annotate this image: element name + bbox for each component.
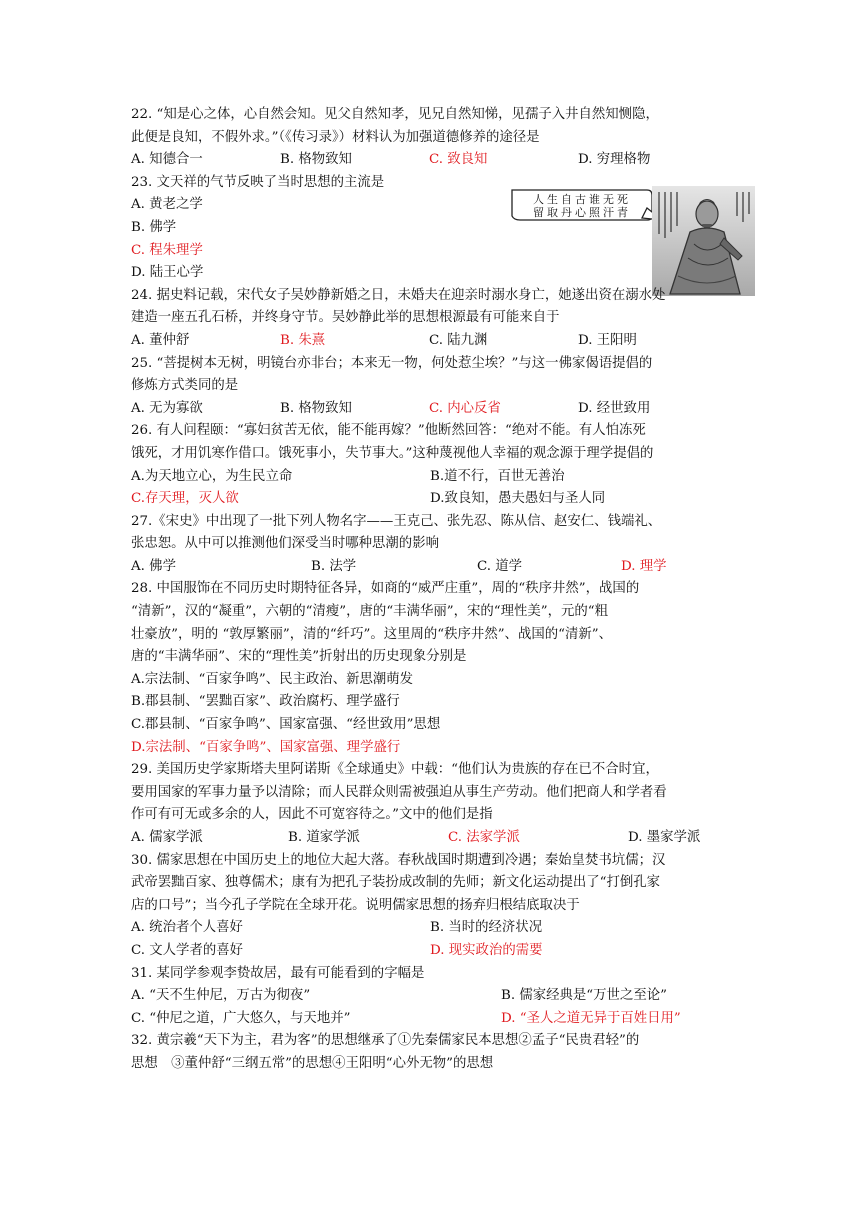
q27-stem-line-2: 张忠恕。从中可以推测他们深受当时哪种思潮的影响 xyxy=(131,536,439,552)
q28-option-a: A.宗法制、“百家争鸣”、民主政治、新思潮萌发 xyxy=(131,671,414,687)
q29-stem-line-1: 29. 美国历史学家斯塔夫里阿诺斯《全球通史》中载：“他们认为贵族的存在已不合时宜， xyxy=(131,762,659,778)
q24-stem-line-1: 24. 据史料记载，宋代女子吴妙静新婚之日，未婚夫在迎亲时溺水身亡，她遂出资在溺水处 xyxy=(131,287,666,303)
q23-option-b: B. 佛学 xyxy=(131,219,177,235)
q30-option-d-answer: D. 现实政治的需要 xyxy=(430,942,543,958)
q26-option-b: B.道不行，百世无善治 xyxy=(430,468,565,484)
q22-stem-line-2: 此便是良知，不假外求。”（《传习录》）材料认为加强道德修养的途径是 xyxy=(131,129,540,145)
q28-stem-line-2: “清新”，汉的“凝重”，六朝的“清瘦”，唐的“丰满华丽”，宋的“理性美”，元的“粗 xyxy=(131,604,609,620)
q30-option-c: C. 文人学者的喜好 xyxy=(131,942,244,958)
q24-option-b-answer: B. 朱熹 xyxy=(280,332,326,348)
q29-option-b: B. 道家学派 xyxy=(288,830,360,845)
q22-stem-line-1: 22. “知是心之体，心自然会知。见父自然知孝，见兄自然知悌，见孺子入井自然知恻隐， xyxy=(131,107,659,122)
q31-stem: 31. 某同学参观李贽故居，最有可能看到的字幅是 xyxy=(131,965,425,981)
q31-option-b: B. 儒家经典是“万世之至论” xyxy=(501,988,667,1004)
bubble-line-1: 人生自古谁无死 xyxy=(533,193,631,206)
q22-options xyxy=(131,149,729,172)
q26-option-c-answer: C.存天理，灭人欲 xyxy=(131,491,239,507)
q25-stem-line-2: 修炼方式类同的是 xyxy=(131,378,239,394)
q28-stem-line-4: 唐的“丰满华丽”、宋的“理性美”折射出的历史现象分别是 xyxy=(131,649,467,665)
q32-stem-line-1: 32. 黄宗羲“天下为主，君为客”的思想继承了①先秦儒家民本思想②孟子“民贵君轻”的 xyxy=(131,1033,640,1049)
q28-option-c: C.郡县制、“百家争鸣”、国家富强、“经世致用”思想 xyxy=(131,717,441,733)
q25-option-c-answer: C. 内心反省 xyxy=(429,400,501,416)
q27-option-c: C. 道学 xyxy=(477,558,523,574)
q29-option-d: D. 墨家学派 xyxy=(628,830,701,845)
q28-option-b: B.郡县制、“罢黜百家”、政治腐朽、理学盛行 xyxy=(131,694,400,710)
q32-stem-line-2: 思想 ③董仲舒“三纲五常”的思想④王阳明“心外无物”的思想 xyxy=(131,1055,494,1071)
q31-option-d-answer: D. “圣人之道无异于百姓日用” xyxy=(501,1010,681,1026)
q23-option-a: A. 黄老之学 xyxy=(131,197,203,213)
q30-option-b: B. 当时的经济状况 xyxy=(430,920,543,936)
q23-option-c-answer: C. 程朱理学 xyxy=(131,242,203,258)
q25-option-d: D. 经世致用 xyxy=(578,400,651,416)
q29-option-c-answer: C. 法家学派 xyxy=(448,830,520,845)
q26-stem-line-2: 饿死，才用饥寒作借口。饿死事小，失节事大。”这种蔑视他人幸福的观念源于理学提倡的 xyxy=(131,445,654,461)
q25-option-b: B. 格物致知 xyxy=(280,400,352,416)
q30-stem-line-3: 店的口号”；当今孔子学院在全球开花。说明儒家思想的扬弃归根结底取决于 xyxy=(131,897,580,913)
q22-option-d: D. 穷理格物 xyxy=(578,152,651,168)
q26-option-a: A.为天地立心，为生民立命 xyxy=(131,468,293,484)
q24-option-d: D. 王阳明 xyxy=(578,332,637,348)
q26-option-d: D.致良知，愚夫愚妇与圣人同 xyxy=(430,491,606,507)
q31-option-a: A. “天不生仲尼，万古为彻夜” xyxy=(131,988,311,1004)
q24-option-a: A. 董仲舒 xyxy=(131,332,190,348)
q31-option-c: C. “仲尼之道，广大悠久，与天地并” xyxy=(131,1010,351,1026)
q22-option-b: B. 格物致知 xyxy=(280,152,352,168)
q26-options-ab xyxy=(131,466,729,489)
q30-options-ab xyxy=(131,917,729,940)
q23-stem: 23. 文天祥的气节反映了当时思想的主流是 xyxy=(131,174,385,190)
q22-option-a: A. 知德合一 xyxy=(131,152,203,168)
q25-stem-line-1: 25. “菩提树本无树，明镜台亦非台；本来无一物，何处惹尘埃？”与这一佛家偈语提倡的 xyxy=(131,355,653,371)
q29-stem-line-2: 要用国家的军事力量予以清除；而人民群众则需被强迫从事生产劳动。他们把商人和学者看 xyxy=(131,784,667,800)
q24-option-c: C. 陆九渊 xyxy=(429,332,488,348)
q30-stem-line-1: 30. 儒家思想在中国历史上的地位大起大落。春秋战国时期遭到冷遇；秦始皇焚书坑儒；汉 xyxy=(131,852,666,868)
q30-option-a: A. 统治者个人喜好 xyxy=(131,920,243,936)
q28-stem-line-1: 28. 中国服饰在不同历史时期特征各异，如商的“威严庄重”，周的“秩序井然”，战国的 xyxy=(131,581,640,597)
q23-option-d: D. 陆王心学 xyxy=(131,265,204,281)
q28-option-d-answer: D.宗法制、“百家争鸣”、国家富强、理学盛行 xyxy=(131,739,401,755)
q26-options-cd xyxy=(131,488,729,511)
q25-options xyxy=(131,398,729,421)
q24-options xyxy=(131,330,729,353)
q31-options-ab xyxy=(131,985,729,1008)
q27-option-d-answer: D. 理学 xyxy=(621,558,667,574)
exam-page xyxy=(131,104,729,1076)
q27-option-b: B. 法学 xyxy=(311,558,357,574)
q27-options xyxy=(131,556,729,579)
q29-option-a: A. 儒家学派 xyxy=(131,830,203,845)
q22-option-c-answer: C. 致良知 xyxy=(429,152,488,168)
bubble-line-2: 留取丹心照汗青 xyxy=(533,206,631,219)
q27-stem-line-1: 27.《宋史》中出现了一批下列人物名字——王克己、张先忍、陈从信、赵安仁、钱端礼、 xyxy=(131,513,662,529)
q27-option-a: A. 佛学 xyxy=(131,558,176,574)
q29-options xyxy=(131,827,729,850)
q26-stem-line-1: 26. 有人问程颐：“寡妇贫苦无依，能不能再嫁？”他断然回答：“绝对不能。有人怕冻死 xyxy=(131,423,646,439)
q30-stem-line-2: 武帝罢黜百家、独尊儒术；康有为把孔子装扮成改制的先师；新文化运动提出了“打倒孔家 xyxy=(131,875,661,891)
q31-options-cd xyxy=(131,1008,729,1031)
q29-stem-line-3: 作可有可无或多余的人，因此不可宽容待之。”文中的他们是指 xyxy=(131,807,493,823)
q28-stem-line-3: 壮豪放”，明的 “敦厚繁丽”，清的“纤巧”。这里周的“秩序井然”、战国的“清新”、 xyxy=(131,626,612,642)
q30-options-cd xyxy=(131,940,729,963)
q24-stem-line-2: 建造一座五孔石桥，并终身守节。吴妙静此举的思想根源最有可能来自于 xyxy=(131,310,560,326)
q25-option-a: A. 无为寡欲 xyxy=(131,400,203,416)
